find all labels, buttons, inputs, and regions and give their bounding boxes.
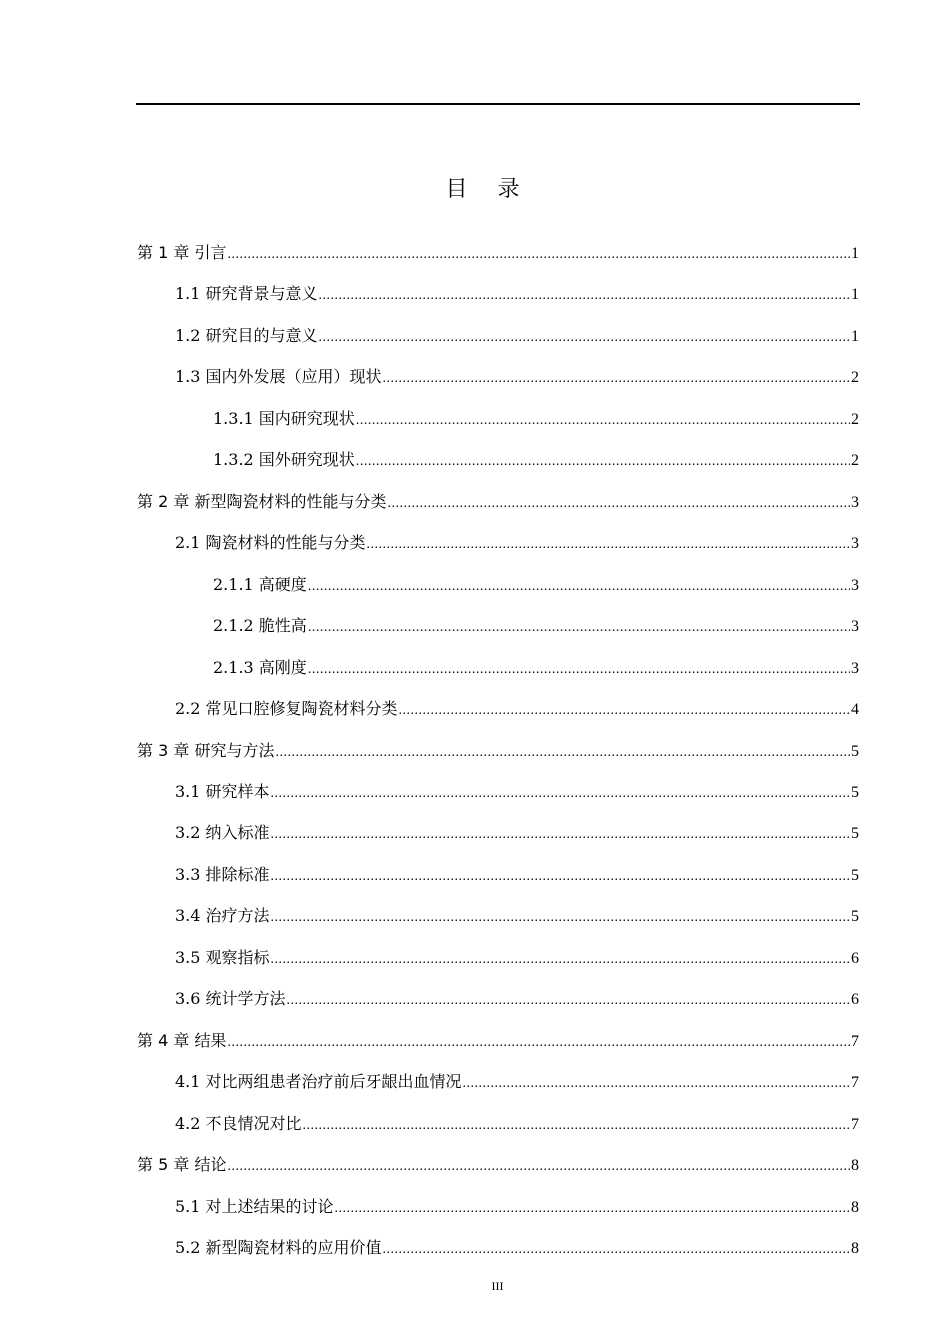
dot-leader <box>303 1114 850 1134</box>
toc-entry-page: 6 <box>851 991 859 1009</box>
toc-entry[interactable] <box>175 1069 859 1091</box>
toc-entry-page: 3 <box>851 535 859 553</box>
toc-entry[interactable] <box>175 862 859 884</box>
toc-entry-label: 2.1.1 高硬度 <box>213 574 307 594</box>
toc-entry-page: 3 <box>851 493 859 511</box>
dot-leader <box>308 616 850 636</box>
toc-entry-label: 4.1 对比两组患者治疗前后牙龈出血情况 <box>175 1072 462 1092</box>
toc-entry-label: 1.3 国内外发展（应用）现状 <box>175 367 382 387</box>
toc-entry-page: 4 <box>851 701 859 719</box>
toc-entry[interactable] <box>175 1194 859 1216</box>
toc-entry-page: 1 <box>851 327 859 345</box>
page-title: 目录 <box>445 177 550 202</box>
header-rule <box>136 103 860 105</box>
dot-leader <box>271 948 850 968</box>
dot-leader <box>308 658 850 678</box>
dot-leader <box>319 284 850 304</box>
toc-entry[interactable] <box>175 986 859 1008</box>
toc-entry-label: 3.1 研究样本 <box>175 781 270 801</box>
dot-leader <box>319 326 850 346</box>
toc-entry-page: 5 <box>851 908 859 926</box>
toc-entry[interactable] <box>175 945 859 967</box>
dot-leader <box>383 367 850 387</box>
toc-entry-page: 3 <box>851 618 859 636</box>
toc-entry-label: 3.4 治疗方法 <box>175 906 270 926</box>
toc-entry[interactable] <box>175 530 859 552</box>
toc-entry[interactable] <box>175 779 859 801</box>
toc-entry[interactable] <box>137 1028 859 1050</box>
toc-entry[interactable] <box>175 1111 859 1133</box>
toc-entry[interactable] <box>137 1152 859 1174</box>
toc-entry[interactable] <box>175 903 859 925</box>
dot-leader <box>335 1197 850 1217</box>
toc-entry-label: 1.3.2 国外研究现状 <box>213 450 355 470</box>
toc-entry-page: 8 <box>851 1157 859 1175</box>
toc-entry-label: 第 3 章 研究与方法 <box>137 740 275 760</box>
toc-entry-page: 8 <box>851 1198 859 1216</box>
toc-entry[interactable] <box>213 447 859 469</box>
dot-leader <box>463 1072 850 1092</box>
toc-entry-label: 3.3 排除标准 <box>175 864 270 884</box>
toc-entry-label: 2.1.3 高刚度 <box>213 657 307 677</box>
toc-entry-label: 3.6 统计学方法 <box>175 989 286 1009</box>
page-number: III <box>491 1279 504 1293</box>
dot-leader <box>399 699 850 719</box>
toc-entry[interactable] <box>137 738 859 760</box>
toc-entry[interactable] <box>175 323 859 345</box>
toc-entry-page: 2 <box>851 452 859 470</box>
toc-entry-label: 3.5 观察指标 <box>175 947 270 967</box>
toc-entry-page: 6 <box>851 949 859 967</box>
dot-leader <box>356 409 850 429</box>
toc-entry-page: 3 <box>851 659 859 677</box>
toc-entry-label: 1.3.1 国内研究现状 <box>213 408 355 428</box>
toc-entry-page: 7 <box>851 1115 859 1133</box>
toc-entry-label: 2.1 陶瓷材料的性能与分类 <box>175 533 366 553</box>
toc-entry[interactable] <box>213 613 859 635</box>
dot-leader <box>387 492 850 512</box>
toc-entry-page: 2 <box>851 369 859 387</box>
toc-entry-label: 2.1.2 脆性高 <box>213 616 307 636</box>
toc-entry-label: 1.2 研究目的与意义 <box>175 325 318 345</box>
toc-entry[interactable] <box>175 696 859 718</box>
toc-entry-label: 5.2 新型陶瓷材料的应用价值 <box>175 1238 382 1258</box>
toc-entry-page: 5 <box>851 742 859 760</box>
toc-entry-page: 7 <box>851 1074 859 1092</box>
dot-leader <box>367 533 850 553</box>
toc-entry-page: 5 <box>851 783 859 801</box>
toc-entry[interactable] <box>175 364 859 386</box>
toc-entry[interactable] <box>175 820 859 842</box>
toc-entry-label: 第 5 章 结论 <box>137 1155 227 1175</box>
dot-leader <box>275 741 850 761</box>
toc-entry[interactable] <box>175 1235 859 1257</box>
dot-leader <box>227 243 850 263</box>
toc-entry-label: 4.2 不良情况对比 <box>175 1113 302 1133</box>
toc-entry-page: 7 <box>851 1032 859 1050</box>
toc-entry-label: 5.1 对上述结果的讨论 <box>175 1196 334 1216</box>
toc-entry-label: 3.2 纳入标准 <box>175 823 270 843</box>
dot-leader <box>227 1155 850 1175</box>
toc-entry-page: 1 <box>851 286 859 304</box>
toc-entry[interactable] <box>213 406 859 428</box>
toc-entry-label: 第 2 章 新型陶瓷材料的性能与分类 <box>137 491 387 511</box>
toc-entry-label: 2.2 常见口腔修复陶瓷材料分类 <box>175 699 398 719</box>
dot-leader <box>383 1238 850 1258</box>
toc-entry-page: 5 <box>851 866 859 884</box>
toc-entry[interactable] <box>213 572 859 594</box>
dot-leader <box>271 906 850 926</box>
toc-entry-label: 第 1 章 引言 <box>137 243 227 262</box>
toc-entry-label: 1.1 研究背景与意义 <box>175 284 318 304</box>
toc-entry[interactable] <box>137 489 859 511</box>
dot-leader <box>271 782 850 802</box>
dot-leader <box>356 450 850 470</box>
dot-leader <box>227 1031 850 1051</box>
toc-entry[interactable] <box>137 240 859 262</box>
toc-entry-page: 3 <box>851 576 859 594</box>
dot-leader <box>271 865 850 885</box>
toc-entry-page: 8 <box>851 1240 859 1258</box>
dot-leader <box>271 823 850 843</box>
toc-entry-page: 2 <box>851 410 859 428</box>
toc-entry-page: 1 <box>851 245 859 262</box>
toc-entry-page: 5 <box>851 825 859 843</box>
toc-entry[interactable] <box>213 655 859 677</box>
dot-leader <box>287 989 850 1009</box>
toc-entry-label: 第 4 章 结果 <box>137 1030 227 1050</box>
dot-leader <box>308 575 850 595</box>
toc-entry[interactable] <box>175 281 859 303</box>
